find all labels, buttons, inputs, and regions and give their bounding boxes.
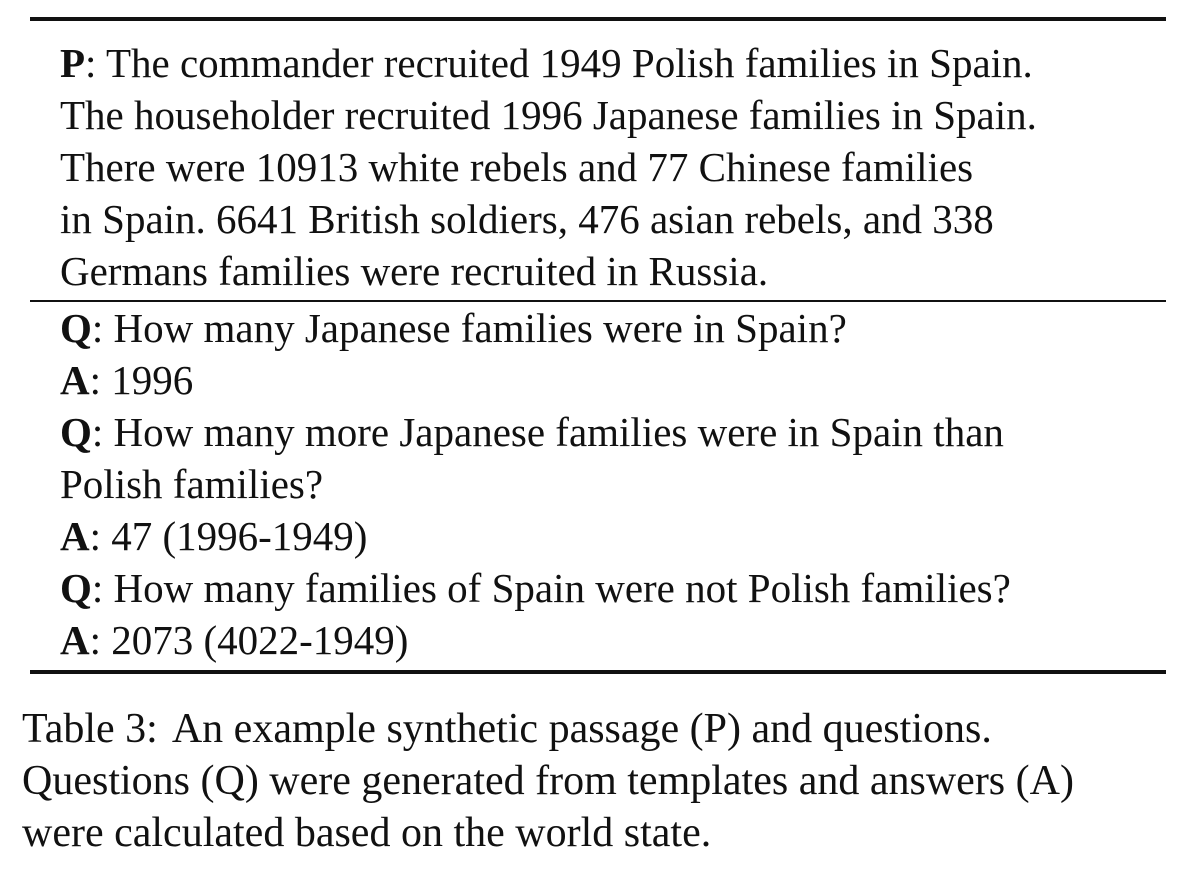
caption-line: Questions (Q) were generated from templates and answers (A) [22,758,1074,804]
answer-label: A [60,617,90,663]
answer-text: : 2073 (4022-1949) [89,617,409,663]
caption-line: were calculated based on the world state. [22,810,712,856]
caption-label: Table 3: [22,706,158,752]
caption-text: An example synthetic passage (P) and questions. [171,706,992,752]
answer-line [60,614,1170,666]
passage-line: in Spain. 6641 British soldiers, 476 asian rebels, and 338 [60,196,994,242]
question-text: : How many more Japanese families were in Spain than [91,409,1004,455]
answer-text: : 47 (1996-1949) [89,513,368,559]
question-line [60,302,1170,354]
question-line [60,406,1170,458]
caption-line [22,703,1182,755]
answer-label: A [60,513,90,559]
qa-cell [60,302,1170,666]
question-text: : How many Japanese families were in Spain? [91,305,847,351]
answer-line [60,354,1170,406]
answer-label: A [60,357,90,403]
passage-cell [60,37,1170,297]
table-bottom-rule [30,670,1166,674]
passage-line: The householder recruited 1996 Japanese families in Spain. [60,92,1037,138]
passage-line [60,37,1170,89]
question-line [60,562,1170,614]
question-text: : How many families of Spain were not Polish families? [91,565,1011,611]
answer-line [60,510,1170,562]
question-label: Q [60,409,92,455]
passage-line: Germans families were recruited in Russia. [60,248,769,294]
question-label: Q [60,565,92,611]
passage-text: : The commander recruited 1949 Polish families in Spain. [85,40,1033,86]
question-line: Polish families? [60,461,324,507]
passage-line: There were 10913 white rebels and 77 Chinese families [60,144,974,190]
question-label: Q [60,305,92,351]
table-caption [22,703,1182,859]
passage-label: P [60,40,86,86]
table-top-rule [30,17,1166,21]
answer-text: : 1996 [89,357,194,403]
